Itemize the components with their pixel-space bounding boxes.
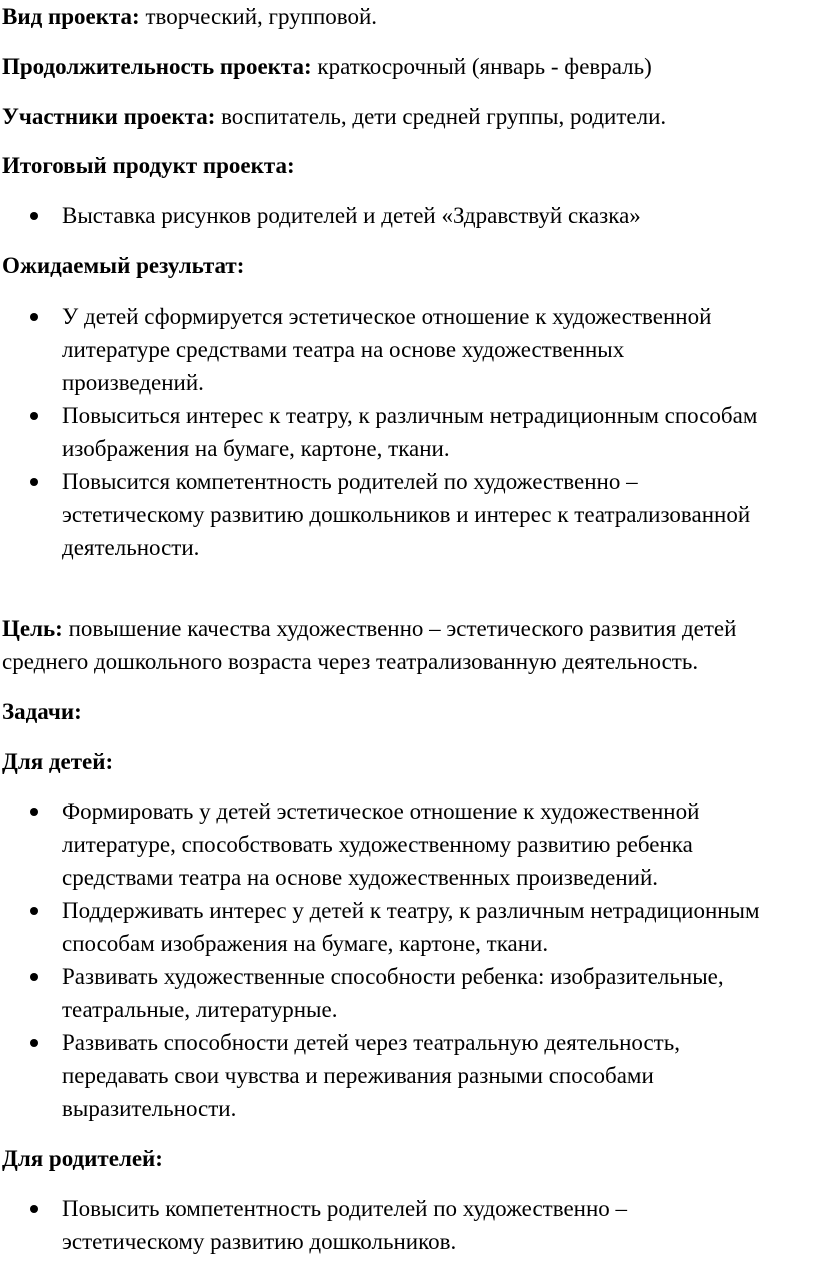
- project-type-label: Вид проекта:: [2, 4, 140, 29]
- duration-label: Продолжительность проекта:: [2, 54, 312, 79]
- project-type-line: [2, 0, 377, 33]
- list-item: Развивать способности детей через театральную деятельность, передавать свои чувства и переживания разными способами выразительности.: [0, 1026, 760, 1125]
- goal-label: Цель:: [2, 616, 63, 641]
- expected-result-list: [0, 300, 757, 564]
- tasks-heading: Задачи:: [2, 699, 82, 724]
- list-item: Поддерживать интерес у детей к театру, к различным нетрадиционным способам изображения на бумаге, картоне, ткани.: [0, 894, 760, 960]
- for-parents-list: [0, 1192, 627, 1258]
- final-product-heading: Итоговый продукт проекта:: [2, 153, 295, 178]
- for-children-list: [0, 795, 760, 1125]
- list-item: Формировать у детей эстетическое отношение к художественной литературе, способствовать художественному развитию ребенка средствами театра на основе художественных произведений.: [0, 795, 760, 894]
- final-product-list: [0, 199, 641, 232]
- list-item: У детей сформируется эстетическое отношение к художественной литературе средствами театра на основе художественных произведений.: [0, 300, 757, 399]
- participants-value: воспитатель, дети средней группы, родители.: [215, 104, 667, 129]
- expected-result-heading: Ожидаемый результат:: [2, 253, 245, 278]
- for-children-heading: Для детей:: [2, 749, 114, 774]
- list-item: Повысится компетентность родителей по художественно – эстетическому развитию дошкольников и интерес к театрализованной деятельности.: [0, 465, 757, 564]
- goal-line-1: Цель: повышение качества художественно – эстетического развития детей: [2, 616, 737, 641]
- list-item: Развивать художественные способности ребенка: изобразительные, театральные, литературные.: [0, 960, 760, 1026]
- duration-value: краткосрочный (январь - февраль): [311, 54, 652, 79]
- goal-line-2: среднего дошкольного возраста через театрализованную деятельность.: [2, 649, 699, 674]
- participants-label: Участники проекта:: [2, 104, 216, 129]
- participants-line: [2, 100, 666, 133]
- project-type-value: творческий, групповой.: [139, 4, 378, 29]
- list-item: Повысить компетентность родителей по художественно – эстетическому развитию дошкольников.: [0, 1192, 627, 1258]
- list-item: Выставка рисунков родителей и детей «Здравствуй сказка»: [0, 199, 641, 232]
- for-parents-heading: Для родителей:: [2, 1146, 163, 1171]
- duration-line: [2, 50, 652, 83]
- list-item: Повыситься интерес к театру, к различным нетрадиционным способам изображения на бумаге, картоне, ткани.: [0, 399, 757, 465]
